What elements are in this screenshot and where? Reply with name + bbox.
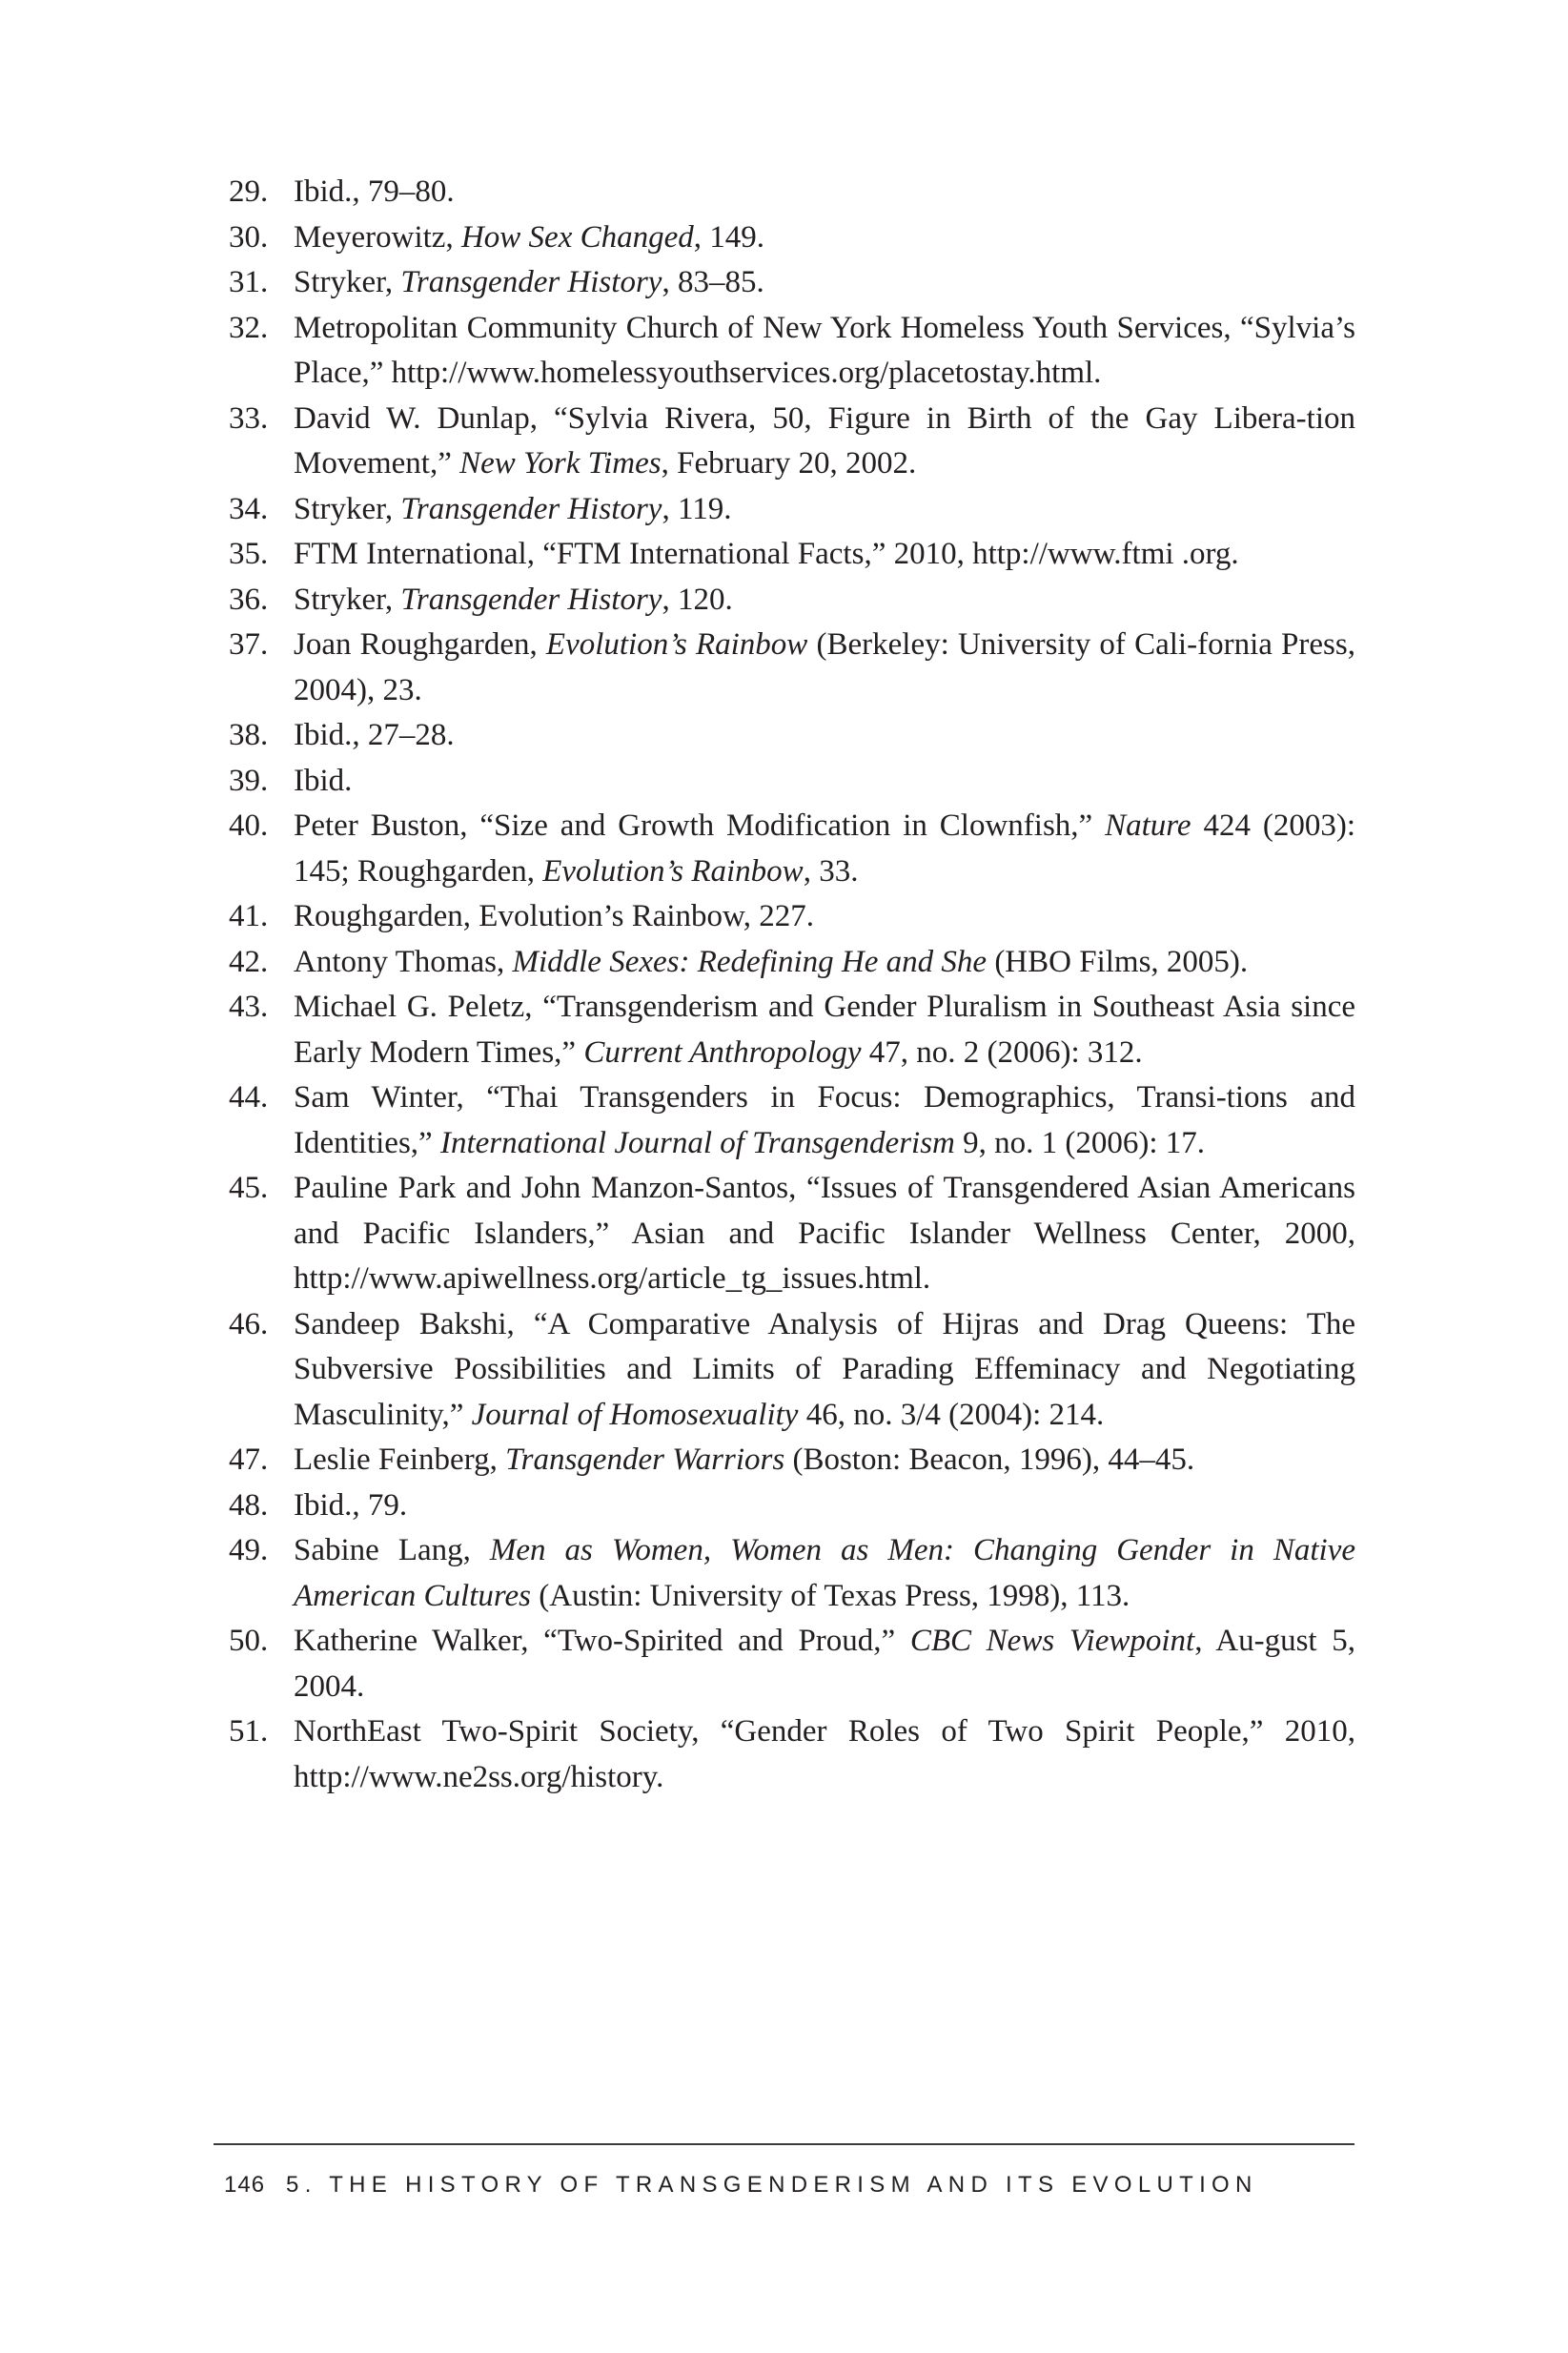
endnote-item	[217, 1302, 1355, 1439]
text-run: Antony Thomas,	[294, 944, 513, 979]
text-run: Sandeep Bakshi, “A Comparative Analysis of Hijras and Drag Queens: The Subversive Possibilities and Limits of Parading Effeminacy and Negotiating Masculinity,”	[294, 1306, 1355, 1432]
endnote-text	[294, 627, 1355, 707]
endnote-number: 33.	[229, 400, 269, 436]
endnote-text	[294, 718, 455, 752]
text-run: , 119.	[662, 491, 732, 526]
endnote-text	[294, 174, 455, 209]
running-head: 5. THE HISTORY OF TRANSGENDERISM AND ITS EVOLUTION	[286, 2172, 1258, 2198]
endnote-number: 50.	[229, 1624, 269, 1658]
endnote-number: 45.	[229, 1171, 269, 1205]
text-run: Metropolitan Community Church of New York Homeless Youth Services, “Sylvia’s Place,” http://www.homelessyouthservices.org/placetostay.html.	[294, 310, 1355, 390]
endnote-item	[217, 759, 1355, 805]
text-run: FTM International, “FTM International Facts,” 2010, http://www.ftmi .org.	[294, 537, 1239, 571]
endnote-number: 34.	[229, 491, 269, 526]
text-run: Meyerowitz,	[294, 219, 461, 255]
endnote-text	[294, 899, 814, 933]
text-run: 9, no. 1 (2006): 17.	[954, 1125, 1206, 1160]
endnote-item	[217, 170, 1355, 215]
italic-title: Evolution’s Rainbow	[545, 627, 808, 662]
endnote-item	[217, 713, 1355, 759]
text-run: , 33.	[803, 853, 859, 889]
endnote-text	[294, 1488, 407, 1523]
text-run: Pauline Park and John Manzon-Santos, “Issues of Transgendered Asian Americans and Pacific Islanders,” Asian and Pacific Islander Wellness Center, 2000, http://www.apiwellness.org/article_tg_issues.html.	[294, 1171, 1355, 1296]
italic-title: Men as Women, Women as Men: Changing Gender in Native American Cultures	[294, 1533, 1355, 1613]
text-run: David W. Dunlap, “Sylvia Rivera, 50, Figure in Birth of the Gay Libera-tion Movement,”	[294, 400, 1355, 481]
text-run: Sam Winter, “Thai Transgenders in Focus: Demographics, Transi-tions and Identities,”	[294, 1080, 1355, 1160]
text-run: Joan Roughgarden,	[294, 627, 546, 662]
endnote-text	[294, 1307, 1355, 1432]
endnote-text	[294, 1442, 1194, 1477]
endnote-item	[217, 578, 1355, 624]
endnote-number: 31.	[229, 265, 269, 299]
endnote-item	[217, 260, 1355, 306]
text-run: (Boston: Beacon, 1996), 44–45.	[784, 1442, 1195, 1477]
text-run: , 149.	[693, 219, 764, 255]
endnote-item	[217, 215, 1355, 261]
text-run: (Berkeley: University of Cali-fornia Press, 2004), 23.	[294, 627, 1355, 707]
endnote-number: 32.	[229, 310, 269, 345]
endnote-number: 46.	[229, 1306, 269, 1341]
italic-title: Current Anthropology	[583, 1034, 862, 1070]
endnote-item	[217, 1483, 1355, 1529]
endnote-item	[217, 487, 1355, 533]
endnote-item	[217, 1619, 1355, 1709]
text-run: Ibid.	[294, 763, 353, 798]
italic-title: Nature	[1105, 808, 1191, 843]
endnote-text	[294, 764, 352, 798]
endnote-item	[217, 940, 1355, 986]
endnote-item	[217, 1709, 1355, 1800]
text-run: Peter Buston, “Size and Growth Modification in Clownfish,”	[294, 808, 1106, 843]
endnote-text	[294, 583, 733, 617]
text-run: 46, no. 3/4 (2004): 214.	[798, 1397, 1105, 1432]
italic-title: New York Times	[459, 446, 662, 481]
text-run: , 83–85.	[662, 265, 764, 299]
endnote-number: 37.	[229, 627, 269, 662]
endnote-number: 51.	[229, 1714, 269, 1749]
text-run: , Au-gust 5, 2004.	[294, 1624, 1355, 1704]
italic-title: Transgender History	[400, 265, 662, 299]
italic-title: CBC News Viewpoint	[909, 1624, 1195, 1658]
endnote-item	[217, 1528, 1355, 1619]
endnote-number: 44.	[229, 1080, 269, 1115]
endnote-number: 43.	[229, 990, 269, 1024]
italic-title: International Journal of Transgenderism	[439, 1125, 955, 1160]
text-run: Ibid., 27–28.	[294, 718, 455, 752]
text-run: Stryker,	[294, 491, 401, 526]
endnote-text	[294, 220, 764, 255]
text-run: Sabine Lang,	[294, 1533, 490, 1567]
text-run: Ibid., 79.	[294, 1487, 408, 1523]
endnote-number: 35.	[229, 537, 269, 571]
endnote-text	[294, 945, 1248, 979]
italic-title: Transgender History	[400, 582, 662, 617]
endnote-number: 36.	[229, 582, 269, 617]
endnote-number: 40.	[229, 808, 269, 843]
endnote-item	[217, 804, 1355, 894]
endnote-number: 42.	[229, 944, 269, 979]
endnote-text	[294, 265, 764, 299]
endnote-text	[294, 1171, 1355, 1296]
endnote-item	[217, 623, 1355, 713]
text-run: , February 20, 2002.	[661, 446, 917, 481]
endnote-text	[294, 537, 1239, 571]
text-run: , 120.	[662, 582, 733, 617]
endnote-item	[217, 1166, 1355, 1302]
text-run: 424 (2003): 145; Roughgarden,	[294, 808, 1355, 889]
text-run: Stryker,	[294, 265, 401, 299]
endnote-number: 41.	[229, 899, 269, 933]
endnote-number: 30.	[229, 219, 269, 255]
endnote-number: 29.	[229, 174, 269, 209]
endnote-text	[294, 1533, 1355, 1613]
endnote-number: 49.	[229, 1533, 269, 1567]
text-run: Roughgarden, Evolution’s Rainbow, 227.	[294, 899, 814, 933]
text-run: Michael G. Peletz, “Transgenderism and Gender Pluralism in Southeast Asia since Early Modern Times,”	[294, 990, 1355, 1070]
endnote-number: 48.	[229, 1487, 269, 1523]
endnote-text	[294, 990, 1355, 1070]
text-run: (Austin: University of Texas Press, 1998), 113.	[531, 1578, 1130, 1613]
endnote-item	[217, 985, 1355, 1075]
footer-rule	[214, 2143, 1354, 2145]
italic-title: Transgender Warriors	[505, 1442, 785, 1477]
endnote-number: 38.	[229, 718, 269, 752]
endnote-item	[217, 532, 1355, 578]
italic-title: How Sex Changed	[460, 219, 694, 255]
italic-title: Transgender History	[400, 491, 662, 526]
text-run: Stryker,	[294, 582, 401, 617]
endnote-item	[217, 397, 1355, 487]
endnote-text	[294, 808, 1355, 889]
text-run: (HBO Films, 2005).	[987, 944, 1249, 979]
endnote-number: 39.	[229, 763, 269, 798]
endnote-text	[294, 1080, 1355, 1160]
endnote-text	[294, 401, 1355, 481]
text-run: NorthEast Two-Spirit Society, “Gender Roles of Two Spirit People,” 2010, http://www.ne2ss.org/history.	[294, 1714, 1355, 1794]
text-run: 47, no. 2 (2006): 312.	[861, 1034, 1143, 1070]
page-number: 146	[224, 2172, 266, 2198]
endnote-text	[294, 1714, 1355, 1794]
italic-title: Journal of Homosexuality	[471, 1397, 799, 1432]
endnote-item	[217, 1438, 1355, 1483]
endnote-number: 47.	[229, 1442, 269, 1477]
endnote-item	[217, 1075, 1355, 1166]
text-run: Ibid., 79–80.	[294, 174, 455, 209]
endnote-text	[294, 311, 1355, 391]
endnote-text	[294, 1624, 1355, 1704]
text-run: Leslie Feinberg,	[294, 1442, 506, 1477]
endnote-item	[217, 306, 1355, 397]
text-run: Katherine Walker, “Two-Spirited and Proud,”	[294, 1624, 910, 1658]
endnotes-list	[217, 170, 1355, 1800]
italic-title: Middle Sexes: Redefining He and She	[512, 944, 988, 979]
endnote-text	[294, 492, 731, 526]
italic-title: Evolution’s Rainbow	[542, 853, 804, 889]
endnote-item	[217, 894, 1355, 940]
page-footer	[224, 2172, 1358, 2199]
